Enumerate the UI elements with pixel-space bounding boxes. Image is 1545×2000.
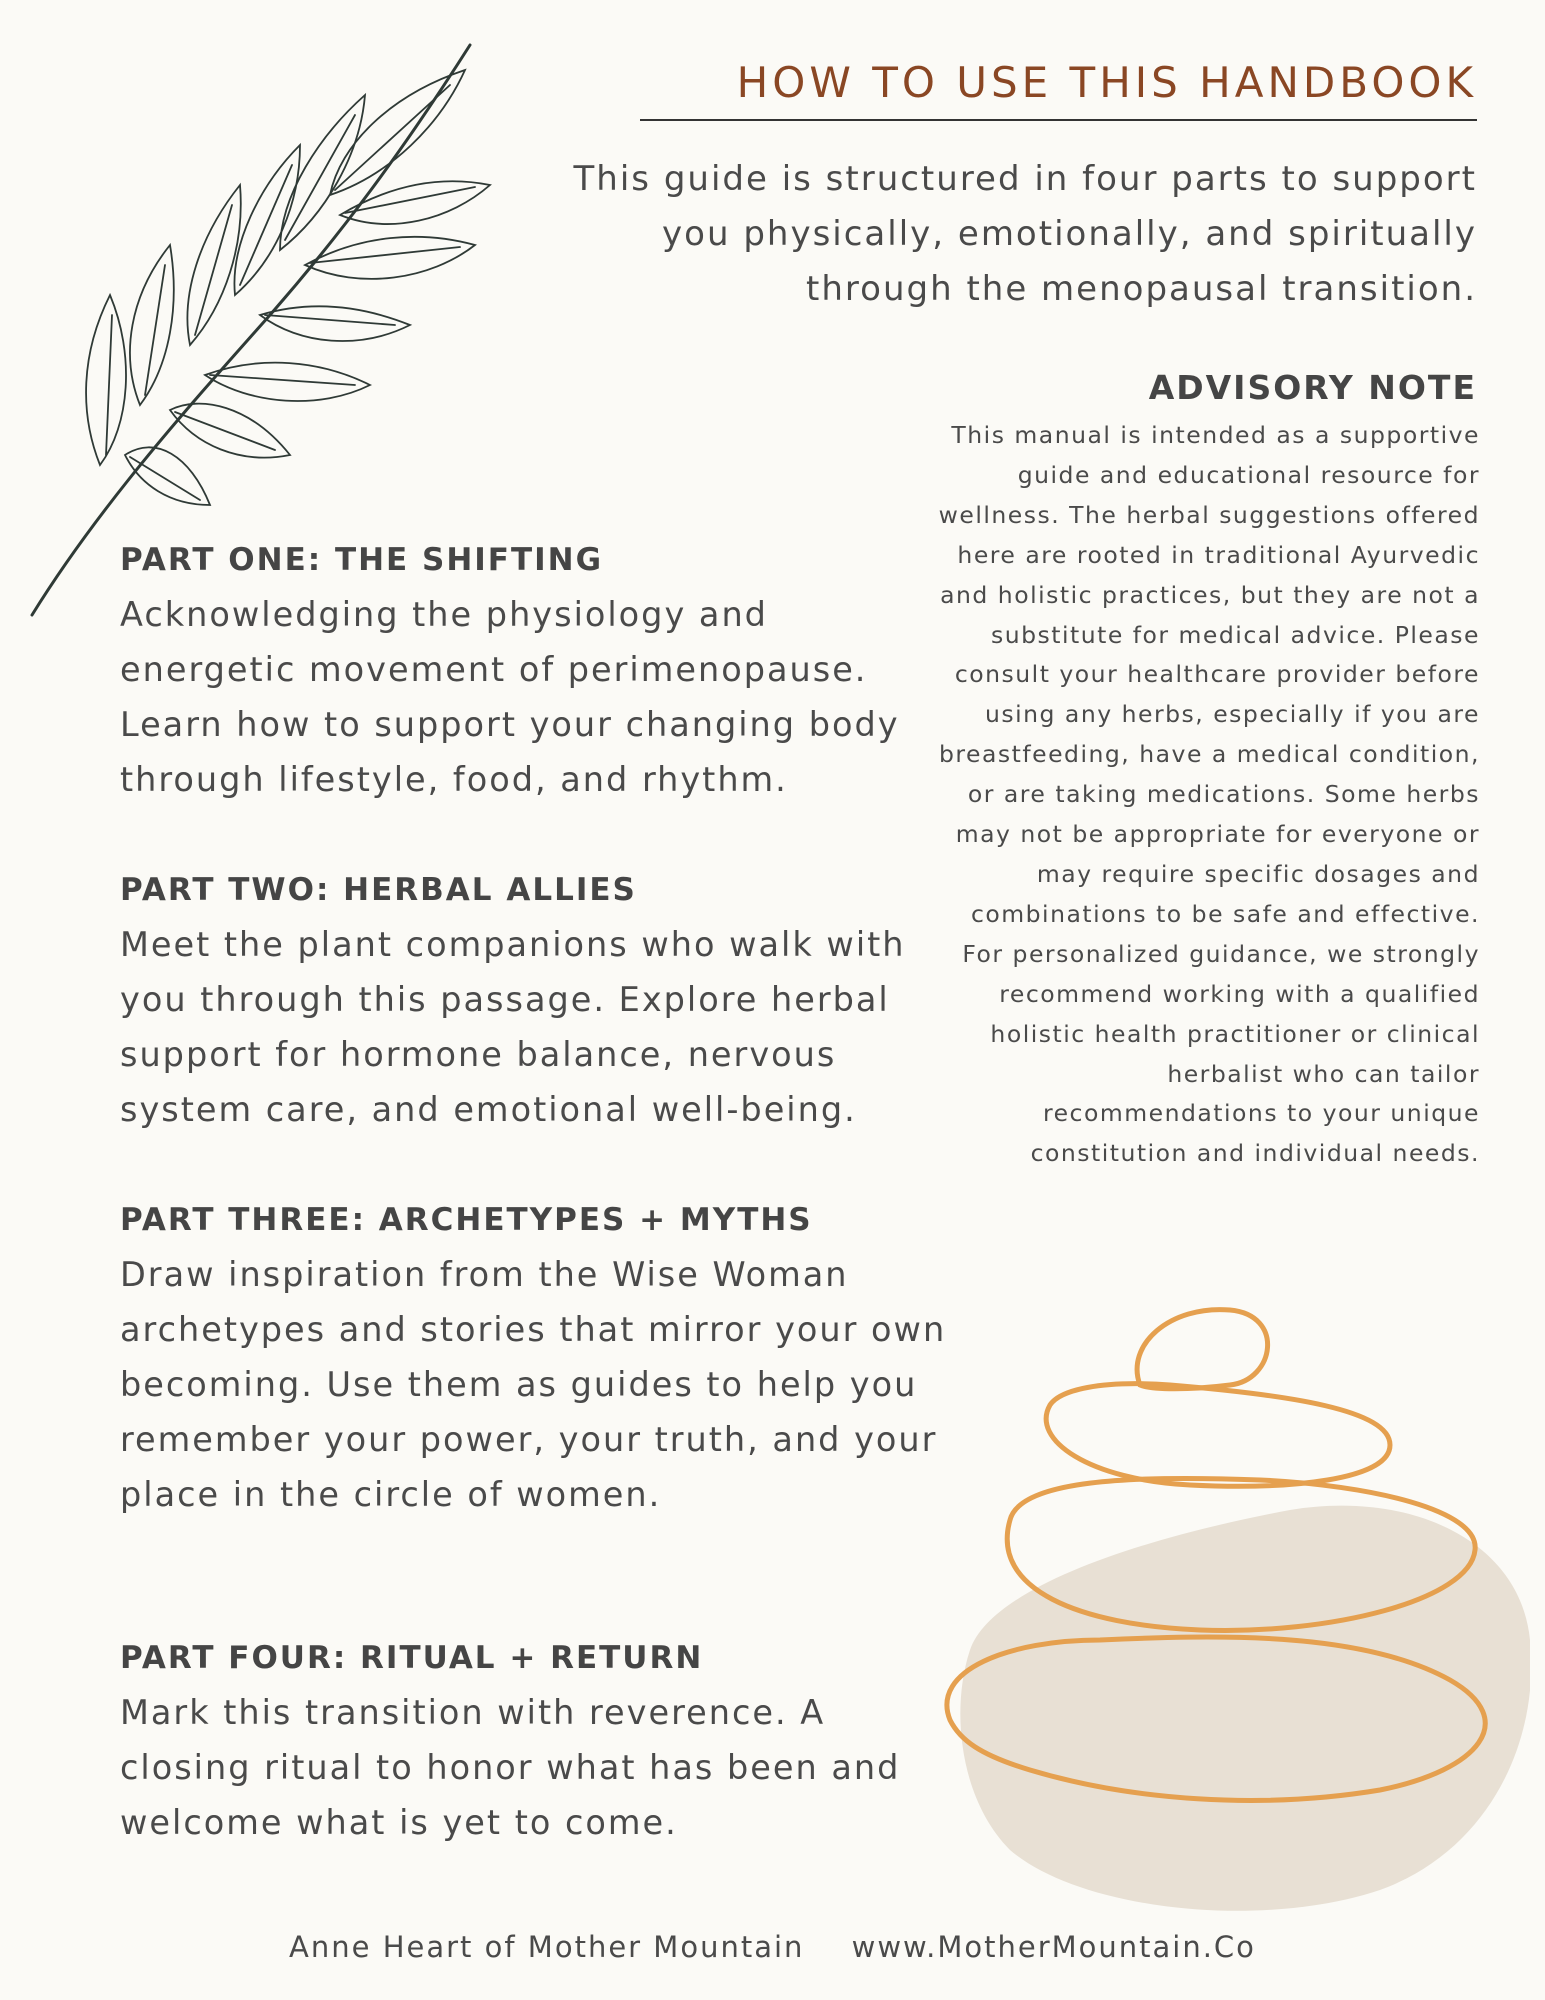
stacked-stones-illustration [930, 1290, 1530, 1920]
footer-website-link[interactable]: www.MotherMountain.Co [851, 1930, 1256, 1964]
part-four [120, 1638, 950, 1850]
title-divider [640, 119, 1477, 121]
part-two [120, 870, 950, 1137]
part-two-body: Meet the plant companions who walk with you through this passage. Explore herbal support for hormone balance, nervous system care, and emotional well-being. [120, 925, 906, 1129]
page-title: HOW TO USE THIS HANDBOOK [736, 58, 1477, 107]
part-four-heading: PART FOUR: RITUAL + RETURN [120, 1640, 704, 1676]
part-three [120, 1200, 950, 1522]
footer-author: Anne Heart of Mother Mountain [289, 1930, 805, 1964]
part-one-heading: PART ONE: THE SHIFTING [120, 542, 604, 578]
advisory-heading: ADVISORY NOTE [1148, 368, 1477, 407]
part-three-heading: PART THREE: ARCHETYPES + MYTHS [120, 1202, 813, 1238]
advisory-body: This manual is intended as a supportive guide and educational resource for wellness. The herbal suggestions offered here are rooted in traditional Ayurvedic and holistic practices, but they are not a substitute for medical advice. Please consult your healthcare provider before using any herbs, especially if you are breastfeeding, have a medical condition, or are taking medications. Some herbs may not be appropriate for everyone or may require specific dosages and combinations to be safe and effective. For personalized guidance, we strongly recommend working with a qualified holistic health practitioner or clinical herbalist who can tailor recommendations to your unique constitution and individual needs. [938, 421, 1480, 1168]
part-one [120, 540, 950, 807]
part-two-heading: PART TWO: HERBAL ALLIES [120, 872, 637, 908]
footer [0, 1930, 1545, 1964]
part-four-body: Mark this transition with reverence. A closing ritual to honor what has been and welcome what is yet to come. [120, 1693, 901, 1842]
stone-top [1137, 1310, 1268, 1389]
part-three-body: Draw inspiration from the Wise Woman archetypes and stories that mirror your own becoming. Use them as guides to help you remember your power, your truth, and your place in the circle of women. [120, 1255, 947, 1514]
beige-blob [960, 1506, 1530, 1911]
intro-text: This guide is structured in four parts to support you physically, emotionally, and spiritually through the menopausal transition. [573, 159, 1477, 309]
part-one-body: Acknowledging the physiology and energetic movement of perimenopause. Learn how to support your changing body through lifestyle, food, and rhythm. [120, 595, 900, 799]
leaf-branch-illustration [20, 35, 500, 625]
stone-second [1046, 1384, 1390, 1487]
